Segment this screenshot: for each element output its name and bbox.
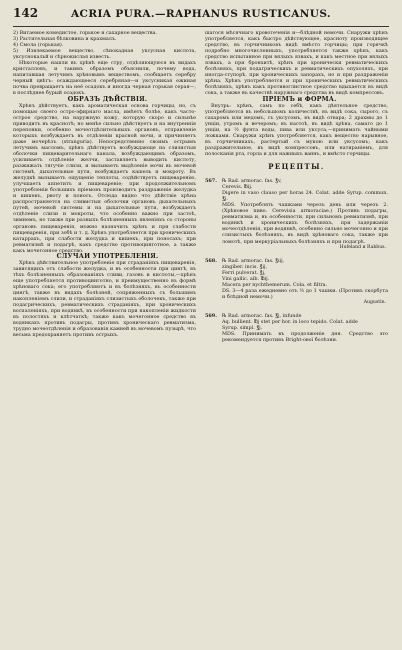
recipes-title: РЕЦЕПТЫ. — [268, 161, 325, 171]
section-body: Внутрь: хрѣнъ, самъ по себѣ, какъ дѣятельное средство, употребляется въ небольшомъ количествѣ, въ видѣ сока, сырого, съ сахаромъ или медомъ, съ уксусомъ, въ видѣ отвара; 2 драхмы до 1 унціи, утромъ и вечеромъ; въ настоѣ, въ видѣ хрѣна, самаго до 1 унціи, на ½ фунта воды, пива или уксуса,—принимать чайными ложками. Снаружи хрѣнъ употребляется, какъ вещество нарывное, въ горчичникахъ, растертый съ мукою или уксусомъ; какъ раздражительное, въ видѣ компрессовъ, или натираніемъ, для полосканія рта, горла и для нажныхъ ваннъ, и вмѣсто горчицы. — [205, 102, 388, 157]
recipe-line: ℞ Rad. armorac. fas. ℥iij, — [222, 257, 285, 264]
recipe-line: Cerevis. ℔ij. — [222, 184, 253, 191]
running-head: ACRIA PURA.—RAPHANUS RUSTICANUS. — [71, 8, 331, 20]
recipe-line: MDS. Принимать въ продолженіе дня. Средство это рекомендуется противъ Bright-ової болѣзни. — [222, 331, 388, 344]
page-number: 142 — [13, 6, 39, 20]
recipe-number: 567. — [205, 178, 217, 185]
paragraph: 4) Смола (горькая). — [13, 42, 64, 49]
recipe-line: MDS. Употреблять чашками черезъ день или черезъ 2. (Хрѣновое пиво. Cerevisia armoraciae.) Противъ подагры, ревматизма и, въ особенности, при сильномъ ревматизмѣ, при водянкѣ и хроническихъ болѣзняхъ, при задержаніи мочеотдѣленія, при водянкѣ, особенно сильно мочегонно и при слизистыхъ болѣзняхъ, въ видѣ хрѣноваго сока, также при ломотѣ, при меркуріальныхъ болѣзняхъ и при подагрѣ. — [222, 202, 388, 245]
recipe-author: Augustin. — [363, 299, 386, 305]
recipe-line: Syrup. simpl. ℥j. — [222, 325, 263, 332]
recipe-author: Hufeland и Rabbus. — [339, 244, 386, 250]
recipe — [205, 313, 388, 343]
recipe — [205, 258, 388, 306]
page-header — [13, 6, 389, 27]
recipe-line: ℞ Rad. armorac. fas. ℥v, — [222, 178, 282, 185]
recipe-line: DS. 3—4 раза ежедневно отъ ½ до 1 чашки. (Противъ скорбута и блѣдной немочи.) — [222, 287, 388, 300]
recipe-line: Vini gallic. alb. ℔ij. — [222, 275, 270, 282]
paragraph: 2) Витаемое комедистое, горькое и сахарное вещества. — [13, 30, 157, 36]
recipe-line: Digere in vaso clauso per horas 24. Colat. adde Syrup. commun. ℥j. — [222, 190, 388, 203]
recipe-number: 568. — [205, 257, 217, 264]
left-column — [13, 30, 196, 350]
recipe-number: 569. — [205, 312, 217, 319]
recipe-line: Macera per nychthemerum. Cola. et filtra. — [222, 281, 328, 288]
paragraph: 5) Извлекаемое вещество, сѣнокадная уксусная кислота, уксуснокальй и сѣрнокислая известь. — [13, 48, 196, 61]
recipe-line: Ferri pulverat. ℥j, — [222, 269, 266, 276]
section-title: ОБРАЗЪ ДѢЙСТВІЯ. — [67, 95, 148, 103]
section-body: Хрѣнъ дѣйствуетъ, какъ ароматическая основа горчицы, но, съ помощью своего остро-эфирнаго масла, имѣетъ болѣе, какъ часто-острое средство, на наружную кожу, которую скоро и сильнѣе приводитъ въ краснотѣ; но менѣе сильно дѣйствуетъ и на внутреннія перепонки, особенно мочеотдѣлительныхъ органовъ, отправленіе которыхъ возбуждаетъ въ отдѣленіи красной мочи, и причиняетъ даже мочерѣзъ (stranguria). Непосредственно своимъ острымъ летучимъ масломъ, хрѣнъ дѣйствуетъ возбуждающе на слизистыя оболочки пищеварительнаго канала, возбуждающимъ образомъ, усиливаетъ отдѣленіе желчи, заставляетъ выводить кислоту, разжижать тягучіе слизи, и вызываетъ выдѣленіе мочи въ мочевой системѣ, дыхательные пути, возбуждаетъ кашель и мокроту. Въ желудкѣ вызываетъ ощущеніе теплоты, содѣйствуетъ пищеваренію, улучшаетъ аппетитъ и пищевареніе; при продолжительномъ употребленіи большихъ пріемовъ производитъ раздраженіе желудка и кишекъ, рвоту и поносъ. Отсюда видно что дѣйствіе хрѣна распространяется на сливистыя оболочки органовъ дыхательныхъ путей, мочевой системы и на дыхательные пути, возбуждаетъ отдѣленіе слизи и мокроты, что особенно важно при застоѣ, зимнемъ, но также при разныхъ болѣзненныхъ явленіяхъ со стороны органовъ пищеваренія, можно назначить хрѣнъ и при слабости пищеваренія, при зобѣ и т. д. Хрѣнъ употребляется при хроническихъ катаррахъ, при слабости желудка и кишекъ, при поносахъ; при ревматизмѣ и подагрѣ, какъ средство противоцинготное, а также какъ мочегонное средство. — [13, 102, 196, 254]
right-column — [205, 30, 388, 350]
recipe-line: zingiber. incis. ℥ij, — [222, 263, 268, 270]
section-title: ПРІЕМЪ и ФОРМА. — [262, 95, 337, 103]
paragraph: Нѣкоторые нашли въ хрѣнѣ еще стру, отдѣляющуюся въ видахъ кристалловъ, и такимъ образомъ объяснили, почему вода, напитавшая летучимъ хрѣновымъ веществомъ, сообщаетъ серебру черный цвѣтъ: осаждающееся серебряная—и уксусникая ежиная почва превращаетъ на неё осадокъ и иногда черная горькая серая—, в послѣднее бурый осадокъ. — [13, 60, 196, 97]
paragraph: 3) Растительная бѣлковина и крахмалъ. — [13, 36, 117, 43]
recipe — [205, 178, 388, 251]
recipe-line: ℞ Rad. armorac. fas. ℥j, infunde — [222, 312, 302, 319]
paragraph: шагося мѣсячнаго кровотеченія и—блѣдной немочи. Снаружи хрѣнъ употребляется, какъ быстро дѣйствующее, краснотy производящее средство, въ горчичниковъ видѣ вмѣсто горчицы; при горячкѣ подробно многочисленныхъ, употребляется также хрѣнъ, какъ средство испытанное при вялыхъ язвахъ, и какъ местное при вялыхъ язвахъ, а при бронхитѣ, хрѣнъ при хронически ревматическихъ болѣзняхъ, при подагрическихъ и ревматическихъ опухоляхъ, при иногда-ступорѣ, при хроническихъ запорахъ, но и при раздраженіи хрѣна. Хрѣнъ употребляется и при хроническихъ ревматическихъ болѣзняхъ, хрѣнъ какъ противоглистное средство вдыхается въ видѣ сока, а также въ качествѣ наружнаго средства въ видѣ компрессовъ. — [205, 30, 388, 97]
section-body: Хрѣнъ дѣйствительное употребленіе при страданіяхъ пищеваренія, зависящихъ отъ слабости желудка, и въ особенности при цингѣ, въ тѣхъ болѣзненныхъ образованіяхъ сливи, газовъ и кислоты,—хрѣнъ еще употребляется противоцинготно, и преимущественно въ формѣ хрѣноваго сока; его употребляютъ и въ болѣзняхъ, въ особенности цингѣ, также въ видахъ болѣзней, сопряженныхъ съ большимъ накопленіемъ слизи, и страданіяхъ слизистыхъ оболочекъ, также при подагрическихъ, ревматическихъ страданіяхъ, при хроническихъ воспаленіяхъ, при водянкѣ, въ особенности при накопленіи жидкости въ полостяхъ и клѣтчаткѣ; также какъ мочегонное средство въ водянкахъ противъ подагры, противъ хроническаго ревматизма, трудно мочеотдѣленія и образованія камней въ мочевомъ пузырѣ, что весьма предохраняетъ противъ острыхъ. — [13, 259, 196, 339]
recipe-line: Aq. bullient. ℔j stet per hor. in loco tepido. Colat. adde — [222, 319, 358, 326]
section-title: СЛУЧАИ УПОТРЕБЛЕНІЯ. — [56, 252, 159, 260]
